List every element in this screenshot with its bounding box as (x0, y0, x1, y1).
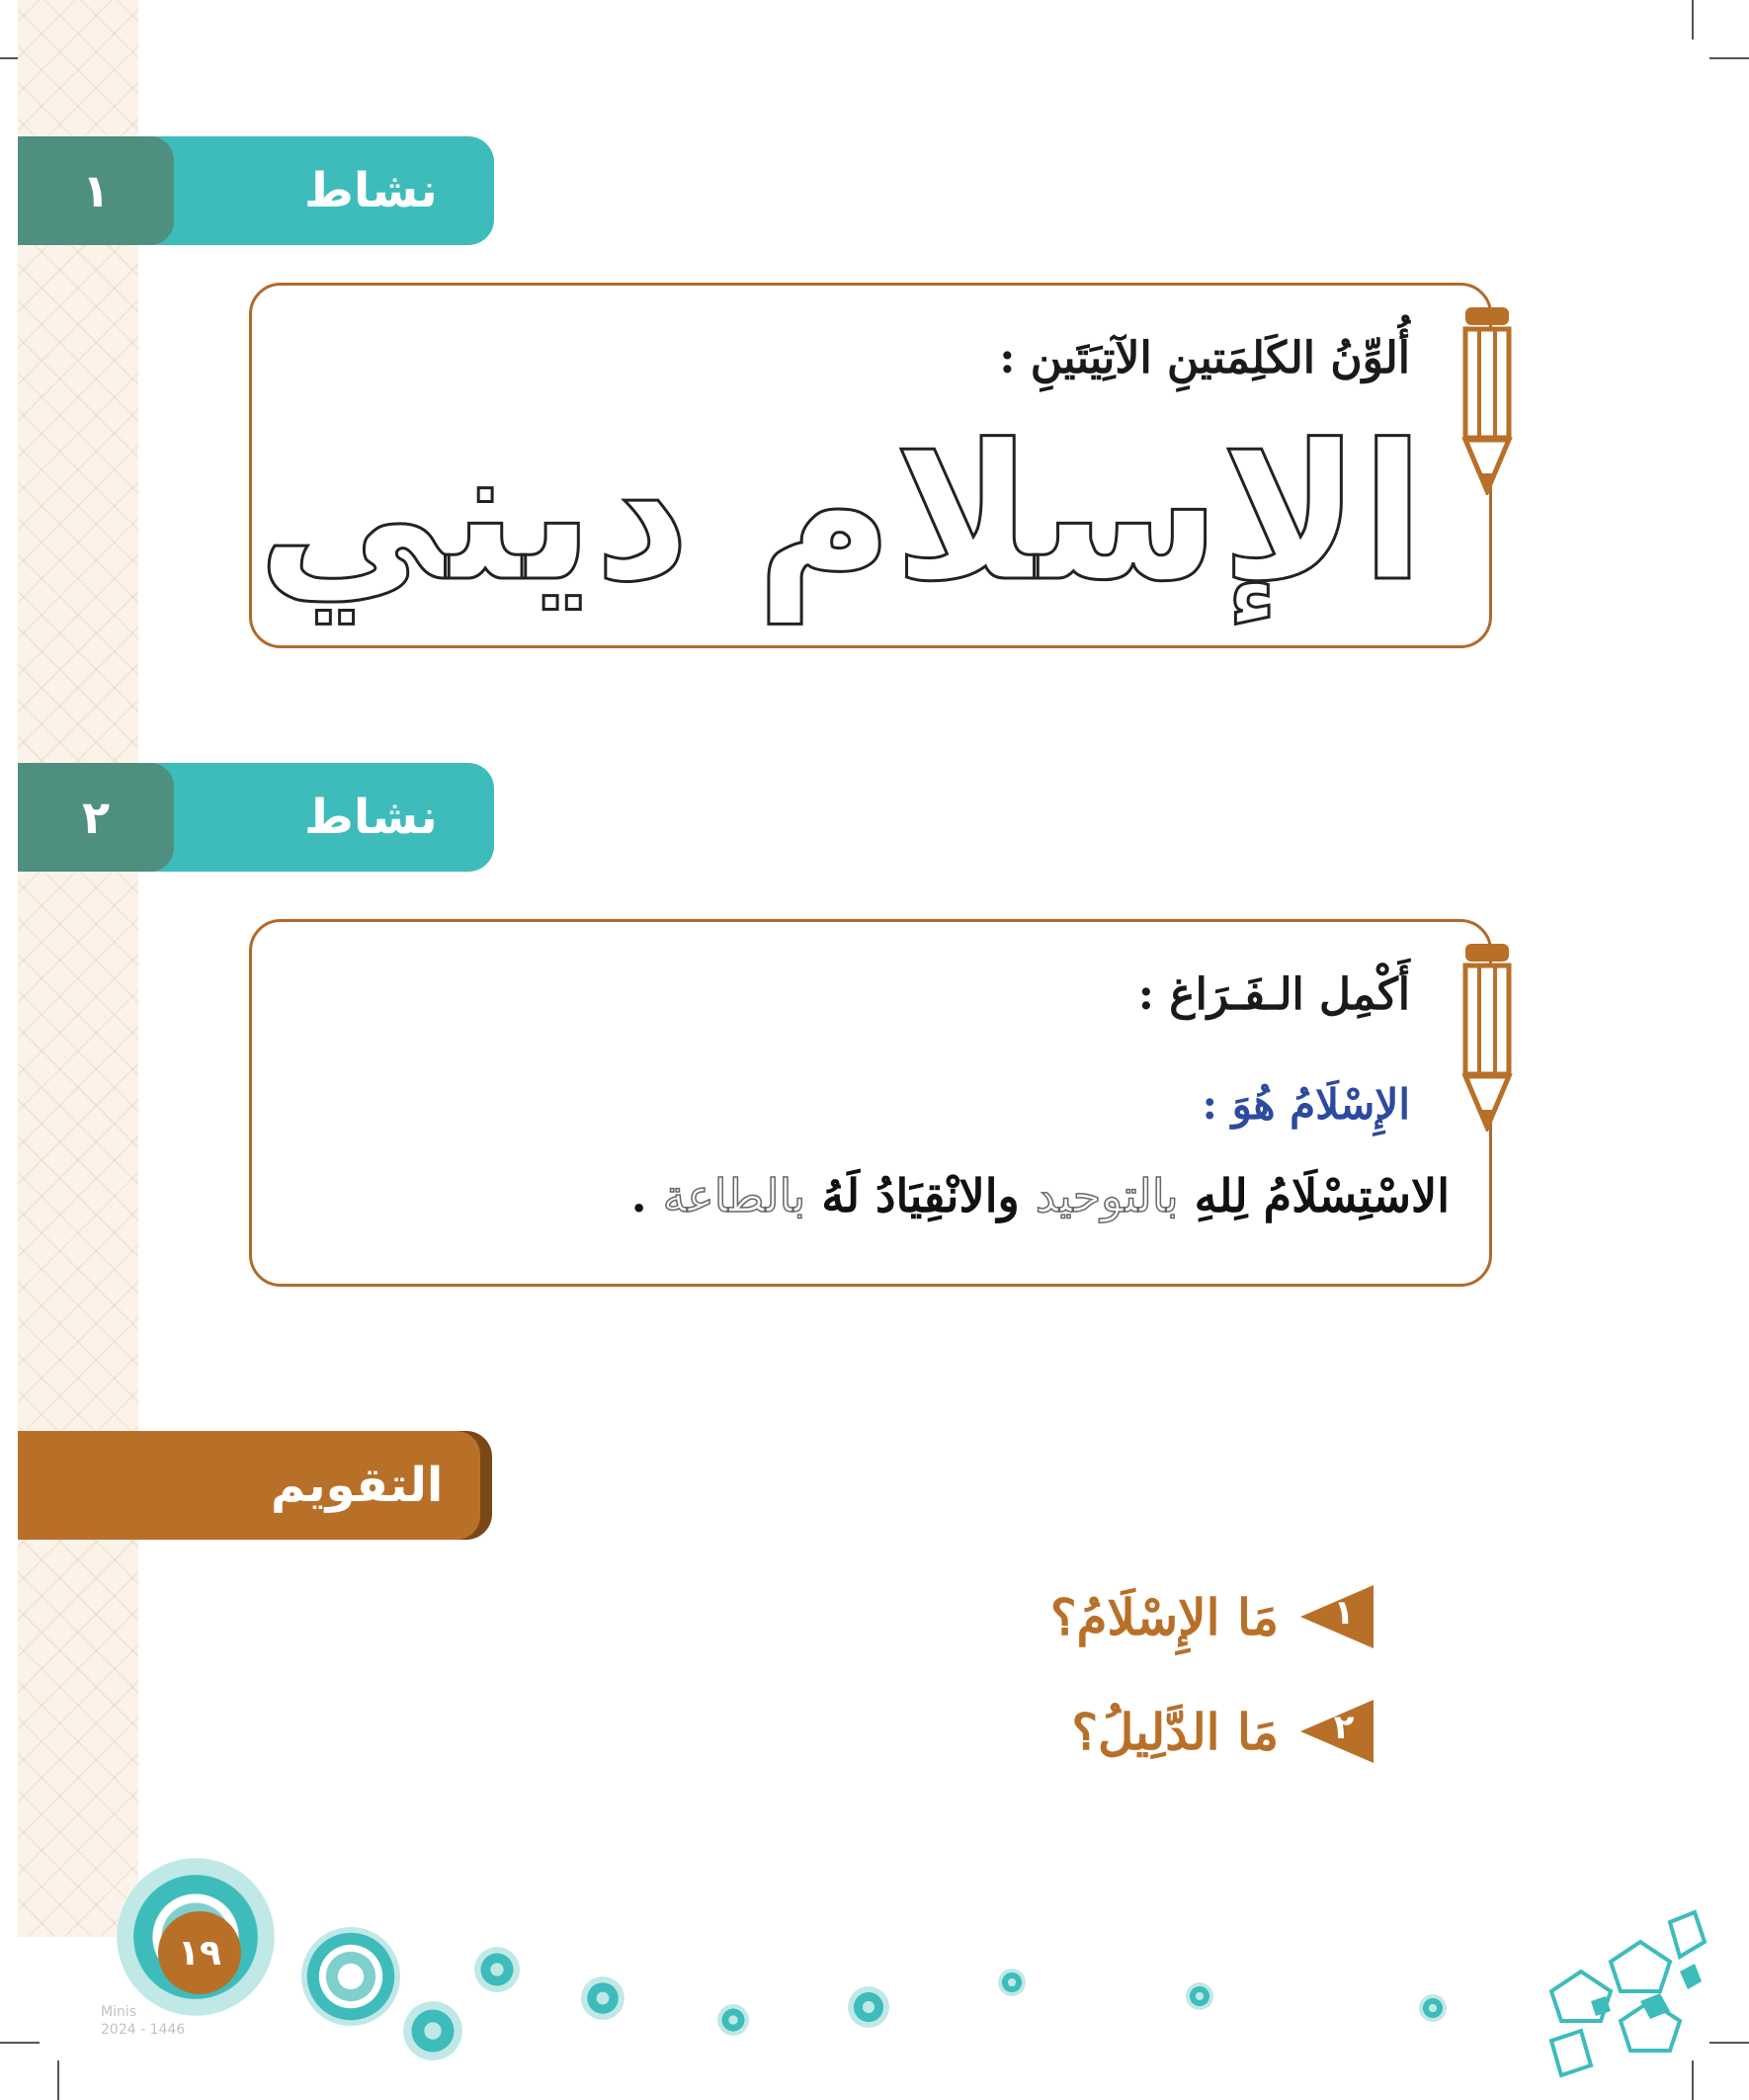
activity-1-header (18, 136, 494, 245)
rosette-decoration (998, 1969, 1026, 1996)
activity-2-title: نشاط (304, 790, 438, 845)
rosette-decoration (1186, 1982, 1213, 2010)
decorative-side-pattern (18, 0, 138, 1937)
answer-period: . (630, 1169, 647, 1222)
outline-coloring-words: الإسلام ديني (257, 404, 1425, 623)
question-2-number: ٢ (1333, 1708, 1355, 1747)
answer-part-1: الاسْتِسْلَامُ لِلهِ (1194, 1169, 1450, 1222)
dotted-trace-word-2[interactable]: بالطاعة (662, 1169, 806, 1222)
answer-part-2: والانْقِيَادُ لَهُ (821, 1169, 1020, 1222)
activity-2-instruction: أَكْمِل الـفَـرَاغ : (1137, 969, 1410, 1020)
rosette-decoration (474, 1947, 520, 1992)
crop-mark (57, 2060, 59, 2100)
crop-mark (1709, 57, 1749, 59)
question-2 (1071, 1700, 1374, 1763)
geometric-corner-icon (1532, 1902, 1709, 2080)
crop-mark (0, 2042, 40, 2044)
rosette-decoration (301, 1927, 400, 2026)
activity-1-instruction: أُلوِّنُ الكَلِمَتينِ الآتِيَتَينِ : (999, 333, 1410, 383)
activity-1-number: ١ (18, 136, 174, 245)
page-number: ١٩ (158, 1911, 241, 1994)
rosette-decoration (403, 2001, 462, 2060)
activity-1-title: نشاط (304, 163, 438, 218)
question-2-text: مَا الدَّلِيلُ؟ (1071, 1702, 1279, 1761)
question-1-text: مَا الإِسْلَامُ؟ (1049, 1587, 1279, 1646)
evaluation-header (18, 1431, 492, 1540)
evaluation-title: التقويم (271, 1458, 444, 1513)
rosette-decoration (717, 2004, 749, 2036)
activity-2-header (18, 763, 494, 872)
question-1-marker (1300, 1585, 1374, 1648)
activity-2-number: ٢ (18, 763, 174, 872)
crop-mark (1692, 0, 1694, 40)
rosette-decoration (848, 1986, 889, 2028)
rosette-decoration (581, 1976, 625, 2020)
rosette-decoration (1419, 1994, 1447, 2022)
crop-mark (1709, 2042, 1749, 2044)
activity-1-box (249, 283, 1492, 648)
definition-label: الإِسْلَامُ هُوَ : (1202, 1080, 1410, 1129)
pencil-icon (1458, 944, 1517, 1132)
question-2-marker (1300, 1700, 1374, 1763)
pencil-icon (1458, 307, 1517, 495)
ministry-text: Minis (101, 2004, 137, 2020)
question-1-number: ١ (1333, 1593, 1355, 1633)
question-1 (1050, 1585, 1374, 1648)
definition-answer-line (631, 1169, 1450, 1222)
activity-2-box (249, 919, 1492, 1287)
year-text: 2024 - 1446 (101, 2022, 186, 2038)
dotted-trace-word-1[interactable]: بالتوحيد (1035, 1169, 1179, 1222)
